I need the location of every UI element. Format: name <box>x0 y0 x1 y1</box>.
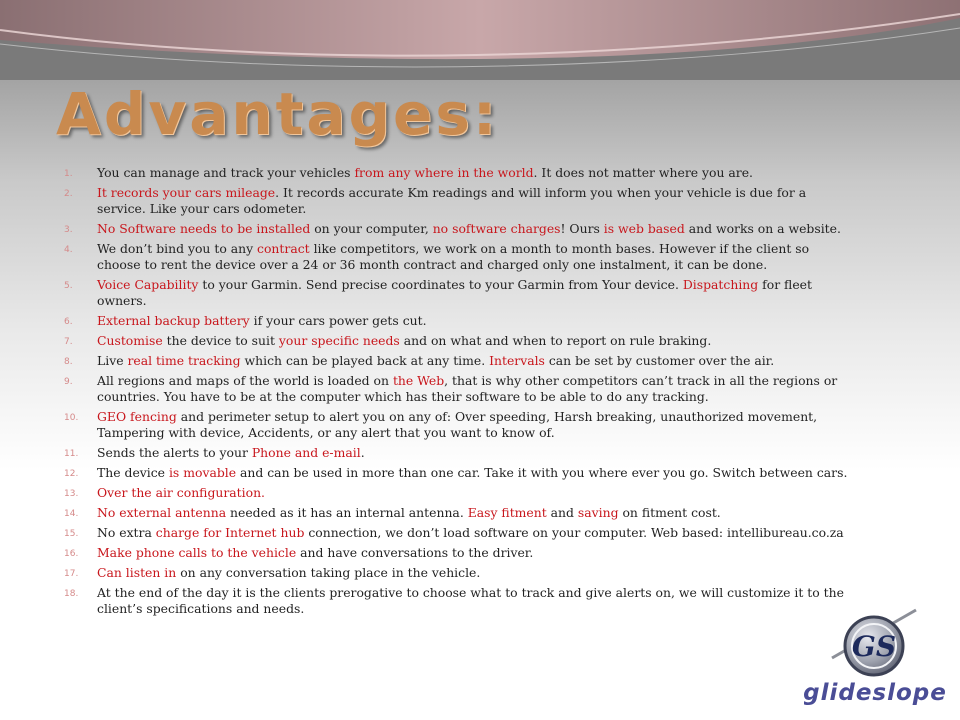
item-number: 11. <box>64 449 79 459</box>
item-text: on any conversation taking place in the vehicle. <box>176 565 481 580</box>
advantage-item <box>64 505 854 521</box>
svg-text:glideslope: glideslope <box>804 680 947 706</box>
item-number: 17. <box>64 569 79 579</box>
highlight-text: Dispatching <box>682 277 759 292</box>
highlight-text: no software charges <box>432 221 561 236</box>
highlight-text: Customise <box>97 333 163 348</box>
highlight-text: the Web <box>392 373 445 388</box>
item-text: , that is why other competitors can’t track in all the regions or countries. You have to be at the computer which has their software to be able to do any tracking. <box>97 373 838 404</box>
highlight-text: Intervals <box>489 353 545 368</box>
item-number: 2. <box>64 189 73 199</box>
advantage-item <box>64 333 854 349</box>
item-text: needed as it has an internal antenna. <box>226 505 468 520</box>
item-text: and perimeter setup to alert you on any of: Over speeding, Harsh breaking, unauthorized movement, Tampering with device, Accidents, or any alert that you want to know of. <box>97 409 818 440</box>
item-number: 3. <box>64 225 73 235</box>
item-number: 5. <box>64 281 73 291</box>
highlight-text: Make phone calls to the vehicle <box>97 545 297 560</box>
highlight-text: saving <box>577 505 619 520</box>
advantage-item <box>64 485 854 501</box>
highlight-text: Over the air configuration. <box>97 485 265 500</box>
item-text: can be set by customer over the air. <box>544 353 775 368</box>
slide-title: Advantages: <box>56 80 500 148</box>
advantage-item <box>64 445 854 461</box>
highlight-text: It records your cars mileage <box>97 185 276 200</box>
item-number: 16. <box>64 549 79 559</box>
item-number: 6. <box>64 317 73 327</box>
item-text: like competitors, we work on a month to month bases. However if the client so choose to rent the device over a 24 or 36 month contract and charged only one instalment, it can be done. <box>97 241 810 272</box>
highlight-text: real time tracking <box>127 353 241 368</box>
item-text: and have conversations to the driver. <box>296 545 534 560</box>
item-text: . It does not matter where you are. <box>533 165 753 180</box>
highlight-text: Can listen in <box>97 565 177 580</box>
highlight-text: Voice Capability <box>97 277 199 292</box>
item-text: connection, we don’t load software on your computer. Web based: intellibureau.co.za <box>304 525 844 540</box>
item-text: . <box>360 445 365 460</box>
highlight-text: is web based <box>603 221 685 236</box>
item-text: on your computer, <box>310 221 433 236</box>
item-text: the device to suit <box>162 333 279 348</box>
item-number: 1. <box>64 169 73 179</box>
item-text: and <box>546 505 578 520</box>
item-text: if your cars power gets cut. <box>249 313 427 328</box>
item-text: which can be played back at any time. <box>240 353 490 368</box>
advantage-item <box>64 165 854 181</box>
advantage-item <box>64 525 854 541</box>
highlight-text: charge for Internet hub <box>155 525 305 540</box>
item-text: for fleet owners. <box>97 277 812 308</box>
item-number: 8. <box>64 357 73 367</box>
item-text: You can manage and track your vehicles <box>97 165 355 180</box>
advantage-item <box>64 313 854 329</box>
item-text: Live <box>97 353 128 368</box>
advantage-item <box>64 565 854 581</box>
advantage-item <box>64 373 854 405</box>
item-text: . It records accurate Km readings and will inform you when your vehicle is due for a service. Like your cars odometer. <box>97 185 807 216</box>
header-swoosh <box>0 0 960 80</box>
highlight-text: GEO fencing <box>97 409 177 424</box>
highlight-text: No external antenna <box>97 505 227 520</box>
item-text: ! Ours <box>560 221 604 236</box>
highlight-text: is movable <box>168 465 237 480</box>
advantage-item <box>64 465 854 481</box>
item-text: Sends the alerts to your <box>97 445 252 460</box>
advantage-item <box>64 409 854 441</box>
item-text: on fitment cost. <box>618 505 721 520</box>
item-text: No extra <box>97 525 156 540</box>
item-number: 7. <box>64 337 73 347</box>
item-text: All regions and maps of the world is loaded on <box>97 373 393 388</box>
advantage-item <box>64 545 854 561</box>
item-text: and on what and when to report on rule braking. <box>399 333 712 348</box>
item-number: 14. <box>64 509 79 519</box>
item-number: 9. <box>64 377 73 387</box>
advantage-item <box>64 277 854 309</box>
glideslope-logo <box>804 600 950 712</box>
advantage-item <box>64 221 854 237</box>
item-text: to your Garmin. Send precise coordinates to your Garmin from Your device. <box>198 277 683 292</box>
highlight-text: contract <box>257 241 310 256</box>
item-text: At the end of the day it is the clients prerogative to choose what to track and give alerts on, we will customize it to the client’s specifications and needs. <box>97 585 844 616</box>
highlight-text: External backup battery <box>97 313 250 328</box>
advantages-list <box>64 165 854 621</box>
item-text: The device <box>97 465 169 480</box>
item-number: 13. <box>64 489 79 499</box>
highlight-text: Phone and e-mail <box>251 445 361 460</box>
advantage-item <box>64 185 854 217</box>
item-number: 4. <box>64 245 73 255</box>
item-number: 18. <box>64 589 79 599</box>
item-text: and can be used in more than one car. Take it with you where ever you go. Switch between cars. <box>236 465 848 480</box>
highlight-text: from any where in the world <box>354 165 534 180</box>
highlight-text: No Software needs to be installed <box>97 221 311 236</box>
item-number: 12. <box>64 469 79 479</box>
item-number: 15. <box>64 529 79 539</box>
highlight-text: Easy fitment <box>467 505 547 520</box>
svg-text:GS: GS <box>851 630 897 663</box>
highlight-text: your specific needs <box>278 333 400 348</box>
advantage-item <box>64 585 854 617</box>
item-text: We don’t bind you to any <box>97 241 258 256</box>
item-text: and works on a website. <box>684 221 841 236</box>
advantage-item <box>64 353 854 369</box>
item-number: 10. <box>64 413 79 423</box>
advantage-item <box>64 241 854 273</box>
